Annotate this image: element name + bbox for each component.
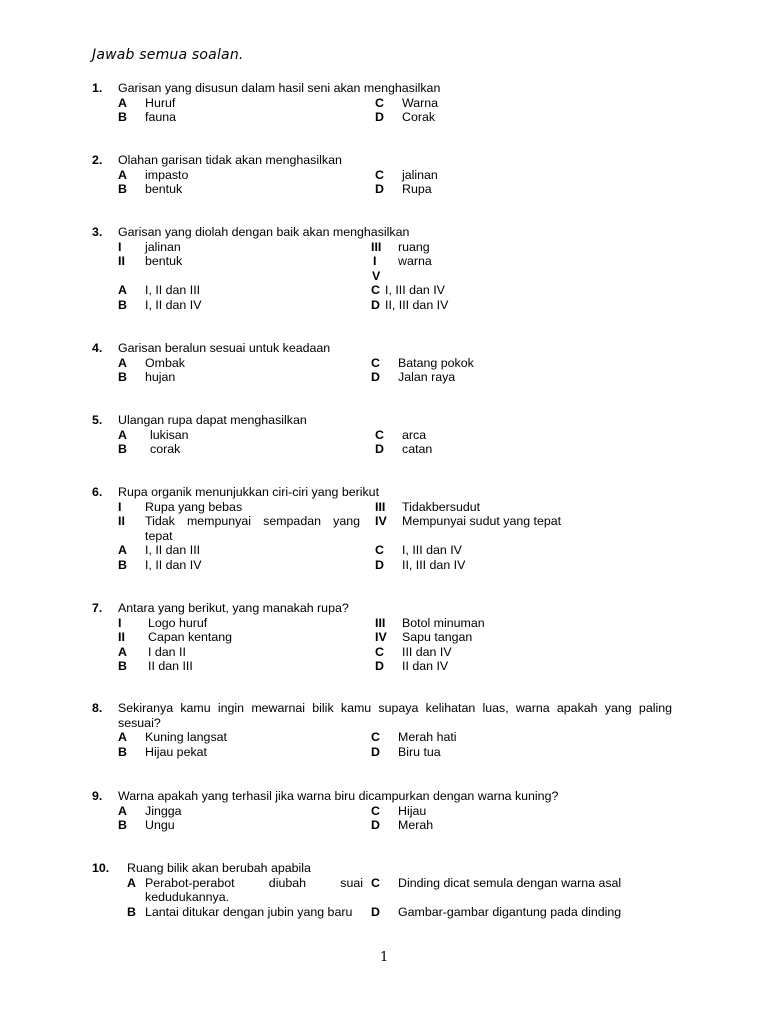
option-letter-c: C <box>375 644 384 659</box>
option-letter-d: D <box>371 297 380 312</box>
statement-iii: Botol minuman <box>402 615 485 630</box>
option-a: I dan II <box>148 644 186 659</box>
question-text: Sekiranya kamu ingin mewarnai bilik kamu supaya kelihatan luas, warna apakah yang paling sesuai? <box>118 701 672 730</box>
question-text: Rupa organik menunjukkan ciri-ciri yang berikut <box>118 485 380 499</box>
option-letter-a: A <box>127 875 136 890</box>
option-a: lukisan <box>150 427 189 442</box>
option-b: Hijau pekat <box>145 744 207 759</box>
option-b: corak <box>150 442 181 456</box>
option-letter-c: C <box>375 95 384 110</box>
statement-i: Logo huruf <box>148 615 208 630</box>
option-c: Warna <box>402 95 439 110</box>
option-letter-a: A <box>118 644 127 659</box>
question-number: 4. <box>92 341 103 355</box>
question-number: 5. <box>92 413 103 427</box>
instruction-text: Jawab semua soalan. <box>92 47 244 63</box>
option-b: fauna <box>145 110 177 124</box>
option-d: Gambar-gambar digantung pada dinding <box>398 904 622 919</box>
option-c: Batang pokok <box>398 355 474 370</box>
statement-numeral-i: I <box>118 499 122 514</box>
option-c: Dinding dicat semula dengan warna asal <box>398 875 622 890</box>
statement-numeral-i: I <box>118 239 122 254</box>
option-c: Merah hati <box>398 730 457 744</box>
option-a: impasto <box>145 167 189 182</box>
question-text: Garisan yang disusun dalam hasil seni akan menghasilkan <box>118 81 441 95</box>
option-letter-c: C <box>371 283 380 297</box>
question-number: 7. <box>92 601 103 615</box>
option-a: I, II dan III <box>145 543 201 557</box>
option-letter-c: C <box>371 803 380 818</box>
option-letter-c: C <box>375 427 384 442</box>
question-5 <box>92 413 672 457</box>
option-letter-d: D <box>371 370 380 384</box>
option-d: Biru tua <box>398 744 441 759</box>
option-d: Corak <box>402 110 436 124</box>
statement-numeral-iv: I <box>373 254 377 268</box>
option-c: arca <box>402 427 427 442</box>
option-b: I, II dan IV <box>145 297 202 312</box>
option-d: II, III dan IV <box>385 297 449 312</box>
question-3 <box>92 225 672 312</box>
option-b: Ungu <box>145 818 175 832</box>
question-text: Ruang bilik akan berubah apabila <box>127 861 311 875</box>
option-a: Huruf <box>145 95 176 110</box>
question-1 <box>92 81 672 125</box>
option-d: Jalan raya <box>398 370 456 384</box>
question-number: 8. <box>92 701 103 715</box>
option-a: Perabot-perabot diubah suai kedudukannya. <box>145 875 363 904</box>
option-letter-c: C <box>371 875 380 890</box>
option-letter-a: A <box>118 95 127 110</box>
question-number: 3. <box>92 225 103 239</box>
question-6 <box>92 485 672 572</box>
statement-iv: warna <box>398 254 432 268</box>
option-letter-a: A <box>118 543 127 557</box>
option-d: catan <box>402 442 433 456</box>
question-10 <box>92 861 672 934</box>
option-letter-c: C <box>371 355 380 370</box>
question-number: 6. <box>92 485 103 499</box>
option-d: II dan IV <box>402 659 449 673</box>
option-letter-b: B <box>118 557 127 572</box>
statement-ii: Tidak mempunyai sempadan yang tepat <box>145 514 360 543</box>
statement-numeral-ii: II <box>118 630 125 644</box>
option-d: Merah <box>398 818 434 832</box>
question-number: 9. <box>92 789 103 803</box>
question-number: 1. <box>92 81 103 95</box>
option-c: I, III dan IV <box>402 543 462 557</box>
option-d: Rupa <box>402 182 432 196</box>
statement-numeral-iv: IV <box>375 514 387 528</box>
option-letter-b: B <box>118 370 127 384</box>
option-letter-d: D <box>375 442 384 456</box>
option-c: III dan IV <box>402 644 452 659</box>
option-a: Ombak <box>145 355 185 370</box>
option-c: jalinan <box>402 167 438 182</box>
option-b: II dan III <box>148 659 193 673</box>
option-letter-b: B <box>118 818 127 832</box>
option-b: Lantai ditukar dengan jubin yang baru <box>145 904 353 919</box>
statement-numeral-iv-wrap: V <box>372 268 381 283</box>
option-b: hujan <box>145 370 176 384</box>
statement-numeral-iii: III <box>371 239 382 254</box>
question-text: Warna apakah yang terhasil jika warna biru dicampurkan dengan warna kuning? <box>118 789 559 803</box>
option-letter-a: A <box>118 355 127 370</box>
question-2 <box>92 153 672 197</box>
question-7 <box>92 601 672 674</box>
statement-ii: bentuk <box>145 254 183 268</box>
option-c: Hijau <box>398 803 427 818</box>
statement-numeral-ii: II <box>118 514 125 528</box>
option-a: Kuning langsat <box>145 730 227 744</box>
question-4 <box>92 341 672 385</box>
option-d: II, III dan IV <box>402 557 466 572</box>
statement-numeral-iii: III <box>375 499 386 514</box>
statement-iii: Tidakbersudut <box>402 499 481 514</box>
question-8 <box>92 701 672 759</box>
option-c: I, III dan IV <box>385 283 445 297</box>
option-letter-c: C <box>375 167 384 182</box>
option-letter-b: B <box>127 904 136 919</box>
page-number: 1 <box>380 950 389 965</box>
option-letter-a: A <box>118 803 127 818</box>
option-letter-a: A <box>118 427 127 442</box>
option-letter-b: B <box>118 297 127 312</box>
option-letter-c: C <box>375 543 384 557</box>
option-b: bentuk <box>145 182 183 196</box>
option-letter-d: D <box>371 818 380 832</box>
question-text: Olahan garisan tidak akan menghasilkan <box>118 153 342 167</box>
option-letter-a: A <box>118 167 127 182</box>
statement-numeral-iii: III <box>375 615 386 630</box>
question-text: Antara yang berikut, yang manakah rupa? <box>118 601 349 615</box>
option-letter-d: D <box>375 557 384 572</box>
option-letter-b: B <box>118 659 127 673</box>
option-letter-b: B <box>118 744 127 759</box>
statement-iv: Sapu tangan <box>402 630 473 644</box>
option-letter-c: C <box>371 730 380 744</box>
option-letter-d: D <box>375 182 384 196</box>
statement-ii: Capan kentang <box>148 630 233 644</box>
statement-numeral-ii: II <box>118 254 125 268</box>
option-b: I, II dan IV <box>145 557 202 572</box>
question-number: 2. <box>92 153 103 167</box>
option-a: I, II dan III <box>145 283 201 297</box>
option-letter-a: A <box>118 730 127 744</box>
statement-i: jalinan <box>145 239 181 254</box>
option-letter-d: D <box>375 110 384 124</box>
statement-i: Rupa yang bebas <box>145 499 243 514</box>
statement-numeral-iv: IV <box>375 630 387 644</box>
option-letter-a: A <box>118 283 127 297</box>
statement-numeral-i: I <box>118 615 122 630</box>
option-letter-b: B <box>118 182 127 196</box>
option-letter-d: D <box>371 904 380 919</box>
option-a: Jingga <box>145 803 182 818</box>
option-letter-d: D <box>375 659 384 673</box>
question-9 <box>92 789 672 833</box>
option-letter-b: B <box>118 442 127 456</box>
statement-iii: ruang <box>398 239 430 254</box>
question-text: Garisan yang diolah dengan baik akan menghasilkan <box>118 225 410 239</box>
question-text: Ulangan rupa dapat menghasilkan <box>118 413 307 427</box>
question-text: Garisan beralun sesuai untuk keadaan <box>118 341 331 355</box>
option-letter-b: B <box>118 110 127 124</box>
question-number: 10. <box>92 861 110 875</box>
option-letter-d: D <box>371 744 380 759</box>
statement-iv: Mempunyai sudut yang tepat <box>402 514 562 528</box>
